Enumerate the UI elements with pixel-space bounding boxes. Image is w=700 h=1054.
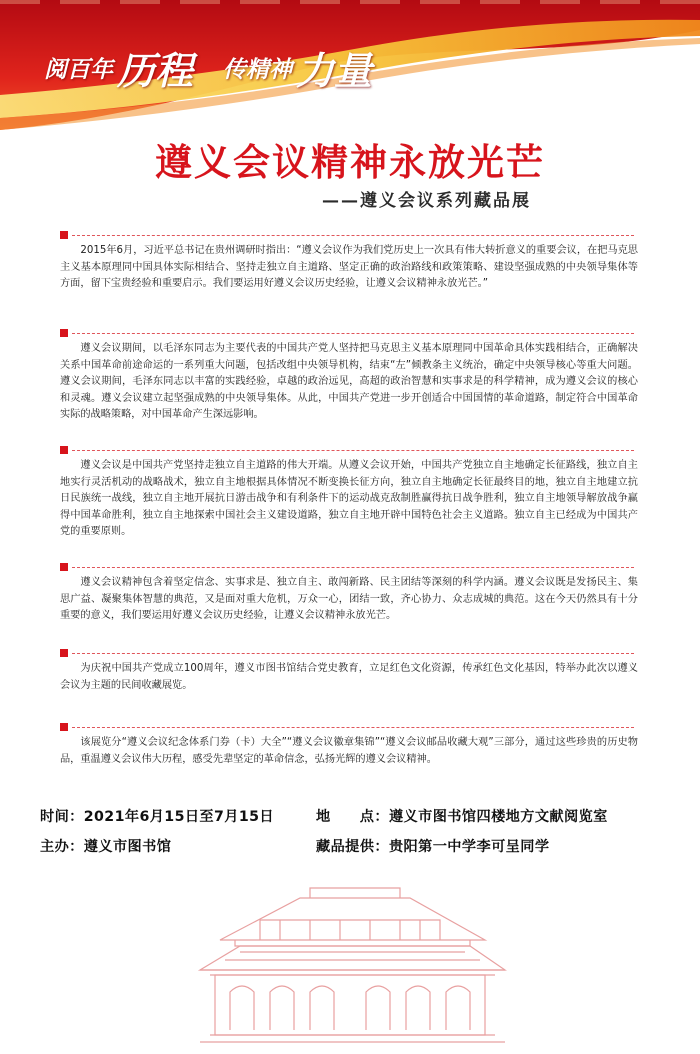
page-title: 遵义会议精神永放光芒 xyxy=(155,141,545,184)
section-paragraph: 为庆祝中国共产党成立100周年，遵义市图书馆结合党史教育，立足红色文化资源，传承红色文化基因，特举办此次以遵义会议为主题的民间收藏展览。 xyxy=(60,663,638,691)
section-marker xyxy=(60,649,68,657)
section-divider xyxy=(72,235,634,236)
section-marker xyxy=(60,329,68,337)
section-divider xyxy=(72,567,634,568)
section-divider xyxy=(72,727,634,728)
section-paragraph: 该展览分“遵义会议纪念体系门券（卡）大全”“遵义会议徽章集锦”“遵义会议邮品收藏大观”三部分，通过这些珍贵的历史物品，重温遵义会议伟大历程，感受先辈坚定的革命信念，弘扬光辉的遵义会议精神。 xyxy=(60,737,638,765)
provider-line xyxy=(316,836,549,856)
section-marker xyxy=(60,723,68,731)
place-value: 遵义市图书馆四楼地方文献阅览室 xyxy=(388,809,608,825)
page-subtitle: ——遵义会议系列藏品展 xyxy=(322,191,531,211)
place-line xyxy=(316,806,608,826)
building-icon xyxy=(180,880,520,1050)
section-paragraph: 遵义会议是中国共产党坚持走独立自主道路的伟大开端。从遵义会议开始，中国共产党独立自主地确定长征路线，独立自主地实行灵活机动的战略战术，独立自主地根据具体情况不断变换长征方向，独立自主地确定长征最终目的地，独立自主地建立抗日民族统一战线，独立自主地开展抗日游击战争和有利条件下的运动战克敌制胜赢得抗日战争胜利，独立自主地领导解放战争赢得中国革命胜利，独立自主地探索中国社会主义建设道路，独立自主地开辟中国特色社会主义道路。独立自主已经成为中国共产党的重要原则。 xyxy=(60,460,638,538)
section-marker xyxy=(60,563,68,571)
slogan-right-big: 力量 xyxy=(296,47,373,93)
slogan-left-small: 阅百年 xyxy=(44,55,113,83)
host-value: 遵义市图书馆 xyxy=(83,839,172,855)
provider-label: 藏品提供： xyxy=(316,839,389,855)
time-value: 2021年6月15日至7月15日 xyxy=(83,809,275,825)
banner-slogan xyxy=(44,42,372,92)
section-divider xyxy=(72,653,634,654)
slogan-right-small: 传精神 xyxy=(223,55,293,83)
host-label: 主办： xyxy=(40,839,84,855)
place-label: 地 点： xyxy=(316,809,389,825)
section-marker xyxy=(60,231,68,239)
section-paragraph: 2015年6月，习近平总书记在贵州调研时指出：“遵义会议作为我们党历史上一次具有伟大转折意义的重要会议，在把马克思主义基本原理同中国具体实际相结合、坚持走独立自主道路、坚定正确的政治路线和政策策略、建设坚强成熟的中央领导集体等方面，留下宝贵经验和重要启示。我们要运用好遵义会议历史经验，让遵义会议精神永放光芒。” xyxy=(60,245,638,290)
provider-value: 贵阳第一中学李可呈同学 xyxy=(388,839,550,855)
host-line xyxy=(40,836,171,856)
section-paragraph: 遵义会议期间，以毛泽东同志为主要代表的中国共产党人坚持把马克思主义基本原理同中国革命具体实践相结合，正确解决关系中国革命前途命运的一系列重大问题，包括改组中央领导机构，结束“左”倾教条主义统治，确定中央领导核心等重大问题。遵义会议期间，毛泽东同志以丰富的实践经验，卓越的政治远见，高超的政治智慧和实事求是的科学精神，成为遵义会议的核心和灵魂。遵义会议建立起坚强成熟的中央领导集体。从此，中国共产党进一步开创适合中国国情的革命道路，制定符合中国革命实际的战略策略，对中国革命产生深远影响。 xyxy=(60,343,638,421)
top-banner xyxy=(0,0,700,135)
section-paragraph: 遵义会议精神包含着坚定信念、实事求是、独立自主、敢闯新路、民主团结等深刻的科学内涵。遵义会议既是发扬民主、集思广益、凝聚集体智慧的典范，又是面对重大危机，万众一心，团结一致，齐心协力、众志成城的典范。这在今天仍然具有十分重要的意义，我们要运用好遵义会议历史经验，让遵义会议精神永放光芒。 xyxy=(60,577,638,622)
section-divider xyxy=(72,333,634,334)
slogan-left-big: 历程 xyxy=(117,47,194,93)
section-divider xyxy=(72,450,634,451)
memorial-building-illustration xyxy=(180,880,520,1050)
section-marker xyxy=(60,446,68,454)
time-line xyxy=(40,806,274,826)
time-label: 时间： xyxy=(40,809,84,825)
